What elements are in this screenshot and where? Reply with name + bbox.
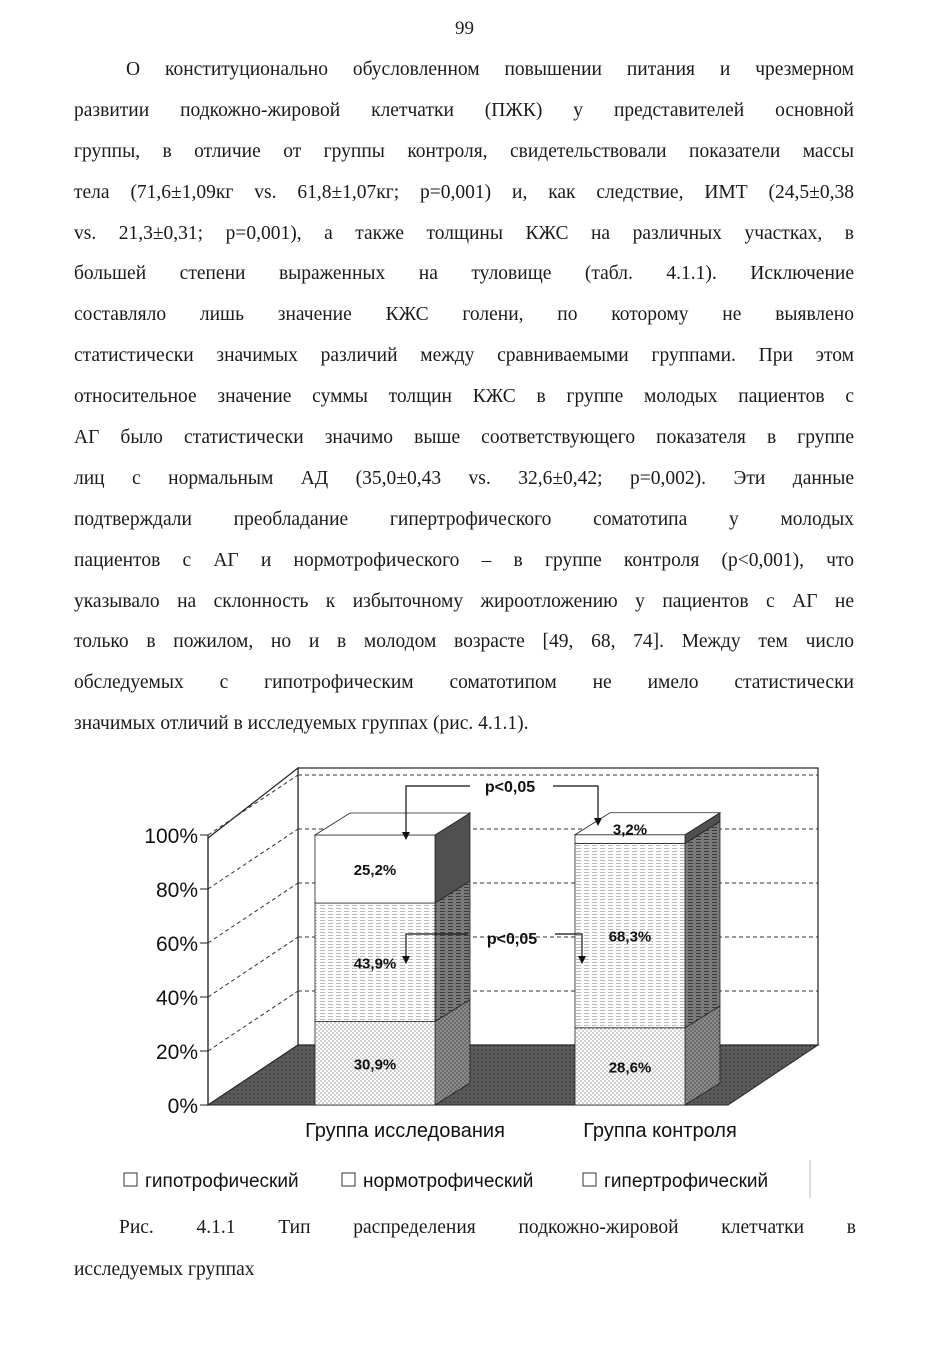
data-label: 28,6% (608, 1059, 652, 1077)
y-tick-label: 20% (155, 1041, 198, 1064)
paragraph-line: большей степени выраженных на туловище (табл. 4.1.1). Исключение (74, 263, 854, 285)
stacked-bar-chart (0, 760, 929, 1210)
data-label: 3,2% (612, 821, 648, 839)
data-label: 30,9% (353, 1056, 397, 1074)
legend-swatch (583, 1173, 596, 1186)
y-tick-label: 80% (155, 879, 198, 902)
body-paragraph (74, 50, 854, 745)
bar-side-dashes (435, 881, 470, 1022)
page-number: 99 (455, 18, 474, 39)
caption-line-2: исследуемых группах (74, 1259, 255, 1280)
paragraph-line: относительное значение суммы толщин КЖС в группе молодых пациентов с (74, 386, 854, 408)
paragraph-line: группы, в отличие от группы контроля, свидетельствовали показатели массы (74, 140, 854, 162)
data-label: 68,3% (608, 928, 652, 946)
significance-label: p<0,05 (486, 931, 538, 948)
legend-label: гипертрофический (604, 1171, 769, 1192)
paragraph-line: пациентов с АГ и нормотрофического – в группе контроля (р<0,001), что (74, 549, 854, 571)
bar-side-dashes (685, 821, 720, 1027)
data-label: 43,9% (353, 955, 397, 973)
y-tick-label: 100% (144, 825, 198, 848)
legend-swatch (342, 1173, 355, 1186)
paragraph-line: лиц с нормальным АД (35,0±0,43 vs. 32,6±0,42; р=0,002). Эти данные (74, 467, 854, 489)
category-label: Группа исследования (305, 1120, 505, 1142)
y-tick-label: 40% (155, 987, 198, 1010)
figure-chart (0, 760, 929, 1210)
paragraph-line: обследуемых с гипотрофическим соматотипом не имело статистически (74, 672, 854, 694)
paragraph-line: только в пожилом, но и в молодом возрасте [49, 68, 74]. Между тем число (74, 631, 854, 653)
paragraph-line: АГ было статистически значимо выше соответствующего показателя в группе (74, 427, 854, 449)
data-label: 25,2% (353, 862, 397, 880)
y-tick-label: 0% (167, 1095, 198, 1118)
figure-caption (74, 1207, 856, 1291)
y-tick-label: 60% (155, 933, 198, 956)
significance-label: p<0,05 (484, 779, 536, 796)
chart-floor (208, 1045, 818, 1105)
paragraph-line: значимых отличий в исследуемых группах (рис. 4.1.1). (74, 713, 529, 735)
caption-line-1: Рис. 4.1.1 Тип распределения подкожно-жировой клетчатки в (119, 1217, 856, 1238)
paragraph-line: указывало на склонность к избыточному жироотложению у пациентов с АГ не (74, 590, 854, 612)
paragraph-line: подтверждали преобладание гипертрофического соматотипа у молодых (74, 508, 854, 530)
legend-label: нормотрофический (363, 1171, 534, 1192)
paragraph-line: составляло лишь значение КЖС голени, по которому не выявлено (74, 304, 854, 326)
legend-label: гипотрофический (145, 1171, 299, 1192)
paragraph-line: статистически значимых различий между сравниваемыми группами. При этом (74, 345, 854, 367)
paragraph-line: тела (71,6±1,09кг vs. 61,8±1,07кг; р=0,001) и, как следствие, ИМТ (24,5±0,38 (74, 181, 854, 203)
paragraph-line: vs. 21,3±0,31; р=0,001), а также толщины КЖС на различных участках, в (74, 222, 854, 244)
paragraph-line: развитии подкожно-жировой клетчатки (ПЖК) у представителей основной (74, 99, 854, 121)
category-label: Группа контроля (583, 1120, 737, 1142)
legend-swatch (124, 1173, 137, 1186)
paragraph-line: О конституционально обусловленном повышении питания и чрезмерном (126, 59, 854, 80)
